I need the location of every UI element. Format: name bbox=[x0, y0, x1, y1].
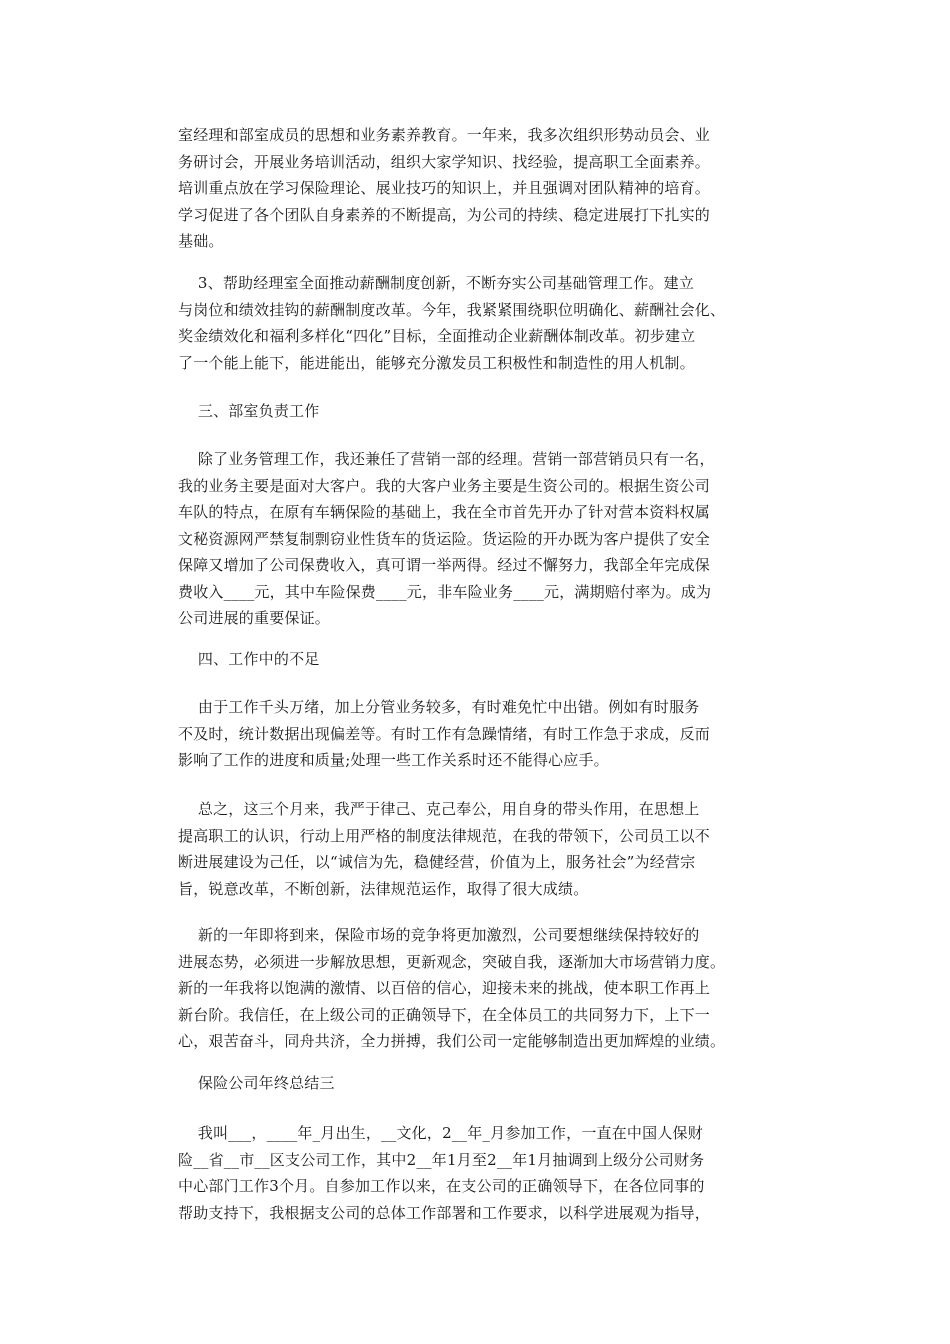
heading-department-work: 三、部室负责工作 bbox=[178, 402, 320, 420]
heading-shortcomings: 四、工作中的不足 bbox=[178, 650, 320, 668]
paragraph-department-work: 除了业务管理工作，我还兼任了营销一部的经理。营销一部营销员只有一名， 我的业务主要是面对大客户。我的大客户业务主要是生资公司的。根据生资公司 车队的特点，在原有车辆保险的基础上，我在全市首先开办了针对营本资料权属 文秘资源网严禁复制剽窃业性货车的货运险。货运险的开办既为客户提供了安全 保障又增加了公司保费收入，真可谓一举两得。经过不懈努力，我部全年完成保 费收入____元，其中车险保费____元，非车险业务____元，满期赔付率为。成为 公司进展的重要保证。 bbox=[178, 450, 715, 627]
paragraph-new-year: 新的一年即将到来，保险市场的竞争将更加激烈，公司要想继续保持较好的 进展态势，必须进一步解放思想，更新观念，突破自我，逐渐加大市场营销力度。 新的一年我将以饱满的激情、以百倍的信心，迎接未来的挑战，使本职工作再上 新台阶。我信任，在上级公司的正确领导下，在全体员工的共同努力下，上下一 心，艰苦奋斗，同舟共济，全力拼搏，我们公司一定能够制造出更加辉煌的业绩。 bbox=[178, 926, 726, 1050]
paragraph-summary: 总之，这三个月来，我严于律己、克己奉公，用自身的带头作用，在思想上 提高职工的认识，行动上用严格的制度法律规范，在我的带领下，公司员工以不 断进展建设为己任，以“诚信为先，稳健经营，价值为上，服务社会”为经营宗 旨，锐意改革，不断创新，法律规范运作，取得了很大成绩。 bbox=[178, 800, 711, 898]
paragraph-education: 室经理和部室成员的思想和业务素养教育。一年来，我多次组织形势动员会、业 务研讨会，开展业务培训活动，组织大家学知识、找经验，提高职工全面素养。 培训重点放在学习保险理论、展业技巧的知识上，并且强调对团队精神的培育。 学习促进了各个团队自身素养的不断提高，为公司的持续、稳定进展打下扎实的 基础。 bbox=[178, 126, 711, 250]
paragraph-salary-reform: 3、帮助经理室全面推动薪酬制度创新，不断夯实公司基础管理工作。建立 与岗位和绩效挂钩的薪酬制度改革。今年，我紧紧围绕职位明确化、薪酬社会化、 奖金绩效化和福利多样化“四化”目标，全面推动企业薪酬体制改革。初步建立 了一个能上能下，能进能出，能够充分激发员工积极性和制造性的用人机制。 bbox=[178, 274, 726, 372]
paragraph-shortcomings: 由于工作千头万绪，加上分管业务较多，有时难免忙中出错。例如有时服务 不及时，统计数据出现偏差等。有时工作有急躁情绪，有时工作急于求成，反而 影响了工作的进度和质量;处理一些工作关系时还不能得心应手。 bbox=[178, 698, 711, 769]
paragraph-self-introduction: 我叫___，____年_月出生，__文化，2__年_月参加工作，一直在中国人保财 险__省__市__区支公司工作，其中2__年1月至2__年1月抽调到上级分公司财务 中心部门工作3个月。自参加工作以来，在支公司的正确领导下，在各位同事的 帮助支持下，我根据支公司的总体工作部署和工作要求，以科学进展观为指导， bbox=[178, 1124, 711, 1222]
heading-year-end-summary-three: 保险公司年终总结三 bbox=[178, 1074, 335, 1092]
